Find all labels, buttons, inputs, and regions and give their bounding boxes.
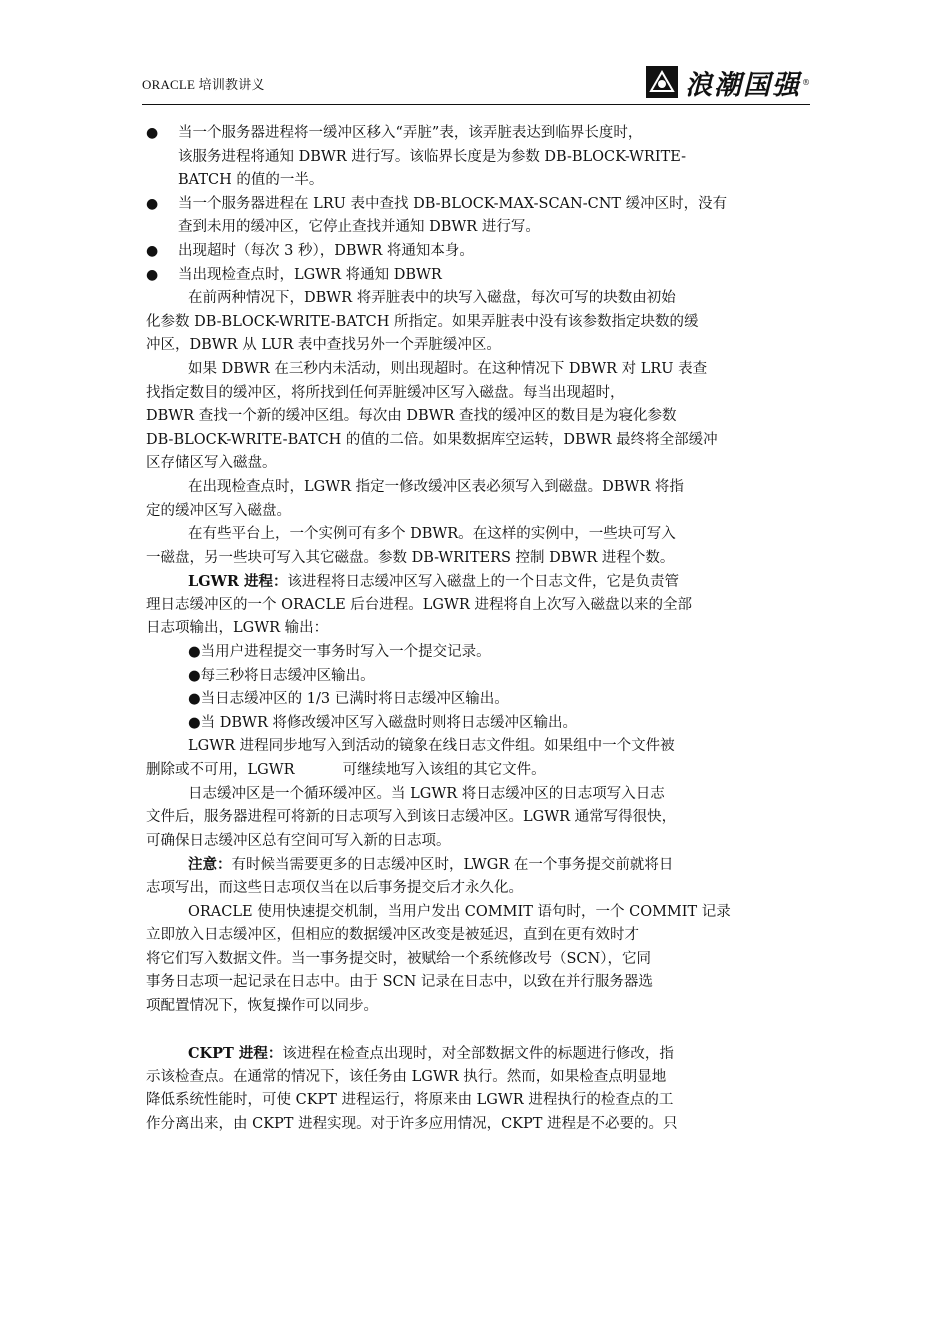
paragraph-line: 删除或不可用，LGWR 可继续地写入该组的其它文件。 xyxy=(146,762,546,779)
bullet-continuation: 该服务进程将通知 DBWR 进行写。该临界长度是为参数 DB-BLOCK-WRITE- xyxy=(178,148,687,165)
bullet-item: ● 出现超时（每次 3 秒），DBWR 将通知本身。 xyxy=(146,240,806,264)
paragraph-line xyxy=(146,1042,806,1066)
paragraph-text: 该进程将日志缓冲区写入磁盘上的一个日志文件，它是负责管 xyxy=(287,574,679,591)
bullet-continuation: BATCH 的值的一半。 xyxy=(178,172,324,189)
paragraph-line: 在出现检查点时，LGWR 指定一修改缓冲区表必须写入到磁盘。DBWR 将指 xyxy=(188,478,684,495)
page-header xyxy=(142,62,810,106)
paragraph-text: 有时候当需要更多的日志缓冲区时，LWGR 在一个事务提交前就将日 xyxy=(231,857,674,874)
blank-line xyxy=(146,1019,806,1043)
paragraph-line: 在有些平台上，一个实例可有多个 DBWR。在这样的实例中，一些块可写入 xyxy=(188,526,676,543)
paragraph-line: ORACLE 使用快速提交机制，当用户发出 COMMIT 语句时，一个 COMMIT 记录 xyxy=(188,903,731,920)
paragraph-line xyxy=(146,853,806,877)
header-title: ORACLE 培训教讲义 xyxy=(142,77,265,92)
header-rule xyxy=(142,104,810,105)
paragraph-line: 文件后，服务器进程可将新的日志项写入到该日志缓冲区。LGWR 通常写得很快， xyxy=(146,809,677,826)
bullet-item: ● 当出现检查点时，LGWR 将通知 DBWR xyxy=(146,264,806,288)
paragraph-line: 项配置情况下，恢复操作可以同步。 xyxy=(146,997,378,1014)
paragraph-line: 区存储区写入磁盘。 xyxy=(146,455,277,472)
document-body xyxy=(146,122,806,1137)
company-logo xyxy=(645,62,810,102)
paragraph-text: 该进程在检查点出现时，对全部数据文件的标题进行修改，指 xyxy=(282,1046,674,1063)
paragraph-line: 如果 DBWR 在三秒内未活动，则出现超时。在这种情况下 DBWR 对 LRU 表查 xyxy=(188,360,708,377)
logo-text: 浪潮国强 xyxy=(685,69,801,101)
bullet-continuation: 查到未用的缓冲区，它停止查找并通知 DBWR 进行写。 xyxy=(178,219,540,236)
paragraph-line: 日志项输出，LGWR 输出： xyxy=(146,620,329,637)
paragraph-line xyxy=(146,570,806,594)
sub-bullet-item: ●当用户进程提交一事务时写入一个提交记录。 xyxy=(188,644,491,661)
term-lgwr: LGWR 进程： xyxy=(188,573,288,591)
paragraph-line: 可确保日志缓冲区总有空间可写入新的日志项。 xyxy=(146,832,451,849)
paragraph-line: 志项写出，而这些日志项仅当在以后事务提交后才永久化。 xyxy=(146,880,523,896)
paragraph-line: 降低系统性能时，可使 CKPT 进程运行，将原来由 LGWR 进程执行的检查点的工 xyxy=(146,1092,674,1109)
paragraph-line: 一磁盘，另一些块可写入其它磁盘。参数 DB-WRITERS 控制 DBWR 进程个数。 xyxy=(146,549,675,566)
paragraph-line: 化参数 DB-BLOCK-WRITE-BATCH 所指定。如果弄脏表中没有该参数指定块数的缓 xyxy=(146,313,699,330)
sub-bullet-item: ●每三秒将日志缓冲区输出。 xyxy=(188,667,375,684)
paragraph-line: DB-BLOCK-WRITE-BATCH 的值的二倍。如果数据库空运转，DBWR 最终将全部缓冲 xyxy=(146,431,718,448)
paragraph-line: 将它们写入数据文件。当一事务提交时，被赋给一个系统修改号（SCN），它同 xyxy=(146,950,651,967)
paragraph-line: 冲区，DBWR 从 LUR 表中查找另外一个弄脏缓冲区。 xyxy=(146,337,501,354)
paragraph-line: 日志缓冲区是一个循环缓冲区。当 LGWR 将日志缓冲区的日志项写入日志 xyxy=(188,785,665,802)
term-ckpt: CKPT 进程： xyxy=(188,1045,283,1063)
logo-emblem-icon xyxy=(645,65,679,99)
bullet-item: ● 当一个服务器进程将一缓冲区移入“弄脏”表，该弄脏表达到临界长度时， xyxy=(146,122,806,146)
paragraph-line: 理日志缓冲区的一个 ORACLE 后台进程。LGWR 进程将自上次写入磁盘以来的全部 xyxy=(146,596,692,613)
sub-bullet-item: ●当 DBWR 将修改缓冲区写入磁盘时则将日志缓冲区输出。 xyxy=(188,714,577,731)
bullet-item: ● 当一个服务器进程在 LRU 表中查找 DB-BLOCK-MAX-SCAN-CNT 缓冲区时，没有 xyxy=(146,193,806,217)
logo-registered-mark: ® xyxy=(802,77,810,87)
paragraph-line: DBWR 查找一个新的缓冲区组。每次由 DBWR 查找的缓冲区的数目是为寝化参数 xyxy=(146,408,677,425)
paragraph-line: 事务日志项一起记录在日志中。由于 SCN 记录在日志中，以致在并行服务器选 xyxy=(146,974,653,991)
paragraph-line: 示该检查点。在通常的情况下，该任务由 LGWR 执行。然而，如果检查点明显地 xyxy=(146,1068,667,1085)
paragraph-line: 作分离出来，由 CKPT 进程实现。对于许多应用情况，CKPT 进程是不必要的。只 xyxy=(146,1115,678,1132)
paragraph-line: 在前两种情况下，DBWR 将弄脏表中的块写入磁盘，每次可写的块数由初始 xyxy=(188,290,676,307)
paragraph-line: 定的缓冲区写入磁盘。 xyxy=(146,502,291,519)
paragraph-line: 立即放入日志缓冲区，但相应的数据缓冲区改变是被延迟，直到在更有效时才 xyxy=(146,927,639,944)
paragraph-line: 找指定数目的缓冲区，将所找到任何弄脏缓冲区写入磁盘。每当出现超时， xyxy=(146,384,625,401)
sub-bullet-item: ●当日志缓冲区的 1/3 已满时将日志缓冲区输出。 xyxy=(188,691,509,708)
paragraph-line: LGWR 进程同步地写入到活动的镜象在线日志文件组。如果组中一个文件被 xyxy=(188,738,675,755)
term-note: 注意： xyxy=(188,856,232,874)
